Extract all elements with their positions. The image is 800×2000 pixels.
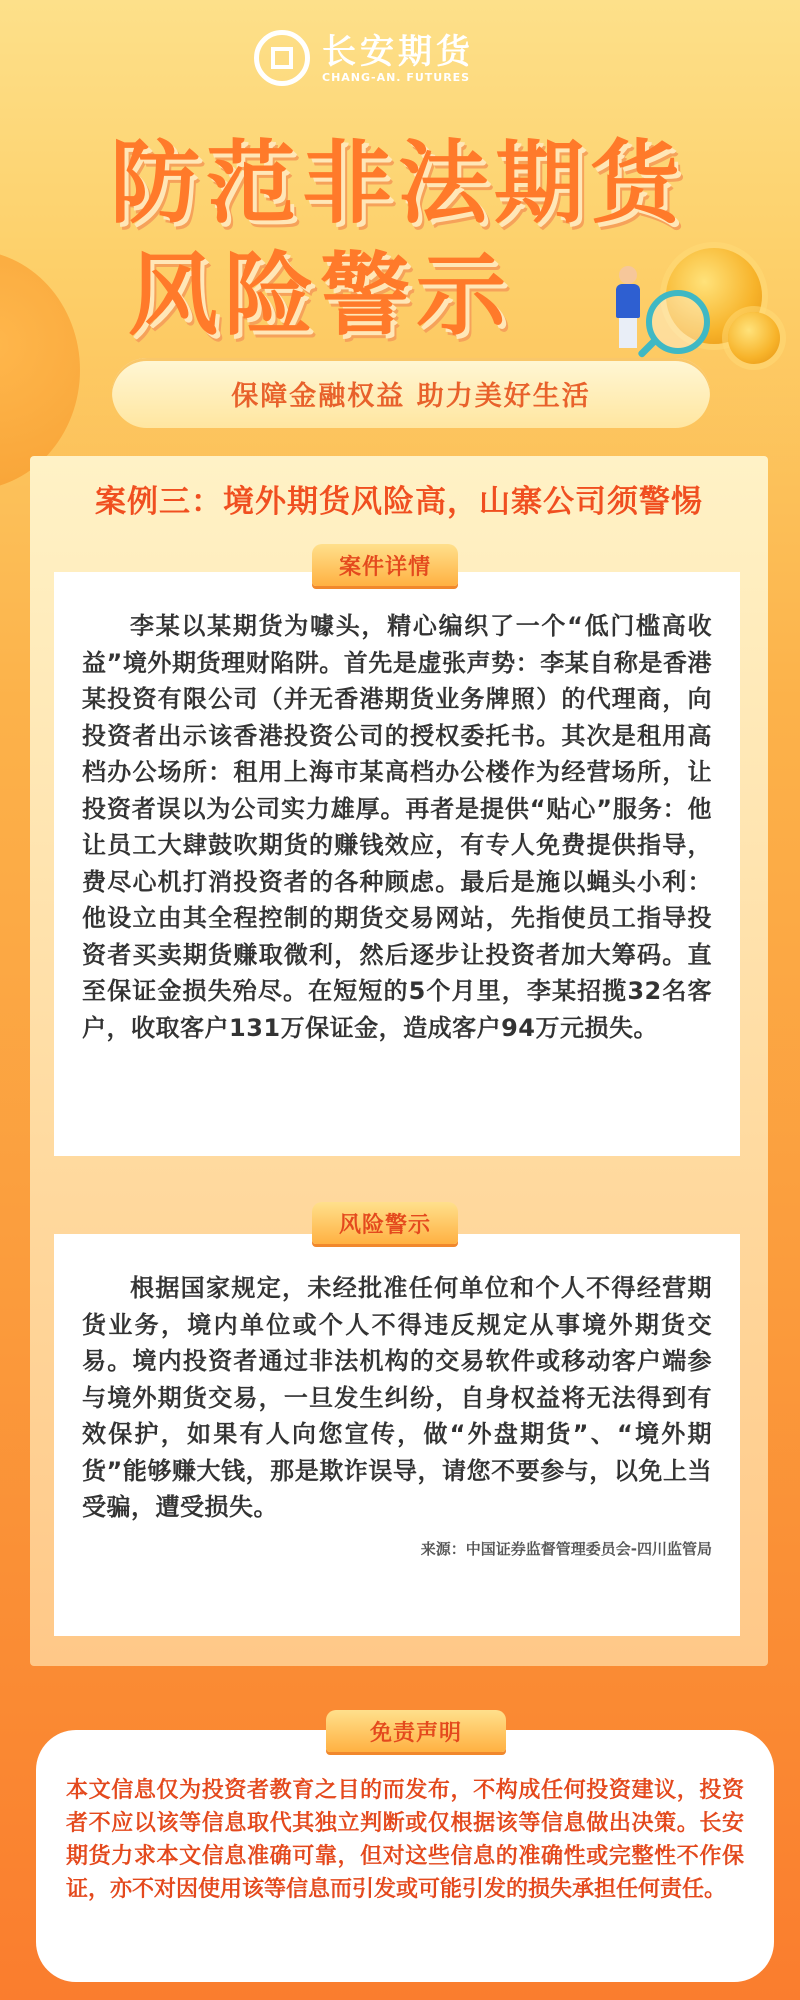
person-illustration-icon (616, 266, 640, 350)
disclaimer-tag: 免责声明 (326, 1710, 506, 1752)
gold-coin-icon (728, 312, 780, 364)
risk-warning-card (54, 1234, 740, 1636)
brand-name-cn: 长安期货 (322, 31, 474, 72)
case-title: 案例三：境外期货风险高，山寨公司须警惕 (95, 484, 703, 520)
case-panel (30, 456, 768, 1666)
headline-line-1: 防范非法期货 (110, 131, 686, 236)
source-note: 来源：中国证券监督管理委员会-四川监管局 (420, 1539, 712, 1558)
brand-logo (254, 30, 474, 86)
case-detail-text: 李某以某期货为噱头，精心编织了一个“低门槛高收益”境外期货理财陷阱。首先是虚张声势：李某自称是香港某投资有限公司（并无香港期货业务牌照）的代理商，向投资者出示该香港投资公司的授权委托书。其次是租用高档办公场所：租用上海市某高档办公楼作为经营场所，让投资者误以为公司实力雄厚。再者是提供“贴心”服务：他让员工大肆鼓吹期货的赚钱效应，有专人免费提供指导，费尽心机打消投资者的各种顾虑。最后是施以蝇头小利：他设立由其全程控制的期货交易网站，先指使员工指导投资者买卖期货赚取微利，然后逐步让投资者加大筹码。直至保证金损失殆尽。在短短的5个月里，李某招揽32名客户，收取客户131万保证金，造成客户94万元损失。 (82, 612, 712, 1042)
slogan-banner: 保障金融权益 助力美好生活 (112, 358, 710, 428)
risk-warning-tag: 风险警示 (312, 1202, 458, 1244)
case-detail-card (54, 572, 740, 1156)
header (0, 0, 800, 440)
case-detail-tag: 案件详情 (312, 544, 458, 586)
brand-name-en: CHANG-AN. FUTURES (322, 70, 471, 84)
square-in-circle-icon (254, 30, 310, 86)
risk-warning-text: 根据国家规定，未经批准任何单位和个人不得经营期货业务，境内单位或个人不得违反规定从事境外期货交易。境内投资者通过非法机构的交易软件或移动客户端参与境外期货交易，一旦发生纠纷，自身权益将无法得到有效保护，如果有人向您宣传，做“外盘期货”、“境外期货”能够赚大钱，那是欺诈误导，请您不要参与，以免上当受骗，遭受损失。 (82, 1274, 712, 1521)
disclaimer-text: 本文信息仅为投资者教育之目的而发布，不构成任何投资建议，投资者不应以该等信息取代其独立判断或仅根据该等信息做出决策。长安期货力求本文信息准确可靠，但对这些信息的准确性或完整性不作保证，亦不对因使用该等信息而引发或可能引发的损失承担任何责任。 (66, 1778, 744, 1902)
disclaimer-card (36, 1730, 774, 1982)
headline-line-2: 风险警示 (128, 243, 512, 348)
